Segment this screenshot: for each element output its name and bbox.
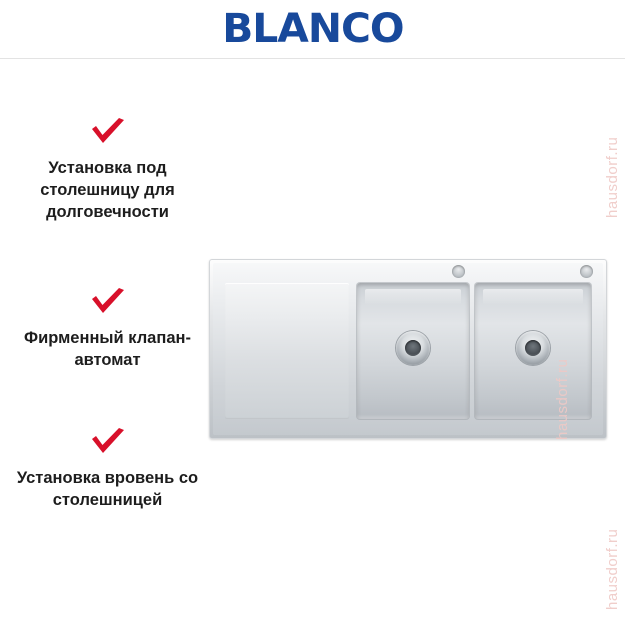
watermark: hausdorf.ru [604, 528, 621, 610]
feature-item [0, 288, 215, 372]
bowl-highlight [365, 289, 461, 305]
bowl-highlight [483, 289, 583, 305]
watermark: hausdorf.ru [554, 358, 571, 440]
feature-label: Установка под столешницу для долговечности [40, 159, 175, 221]
sink-bowl-right [475, 283, 591, 419]
drain-strainer-left [396, 331, 430, 365]
brand-header [0, 0, 625, 59]
tap-hole-icon [452, 265, 465, 278]
check-icon [0, 288, 215, 322]
drain-strainer-right [516, 331, 550, 365]
feature-item [0, 428, 215, 512]
feature-label: Фирменный клапан-автомат [24, 329, 191, 369]
check-icon [0, 428, 215, 462]
tap-hole-icon [580, 265, 593, 278]
feature-label: Установка вровень со столешницей [16, 469, 199, 509]
sink-bowl-left [357, 283, 469, 419]
check-icon [0, 118, 215, 152]
blanco-logo: BLANCO [221, 6, 404, 52]
drainer-board [225, 283, 349, 419]
watermark: hausdorf.ru [604, 136, 621, 218]
kitchen-sink-image [209, 259, 607, 439]
feature-item [0, 118, 215, 224]
